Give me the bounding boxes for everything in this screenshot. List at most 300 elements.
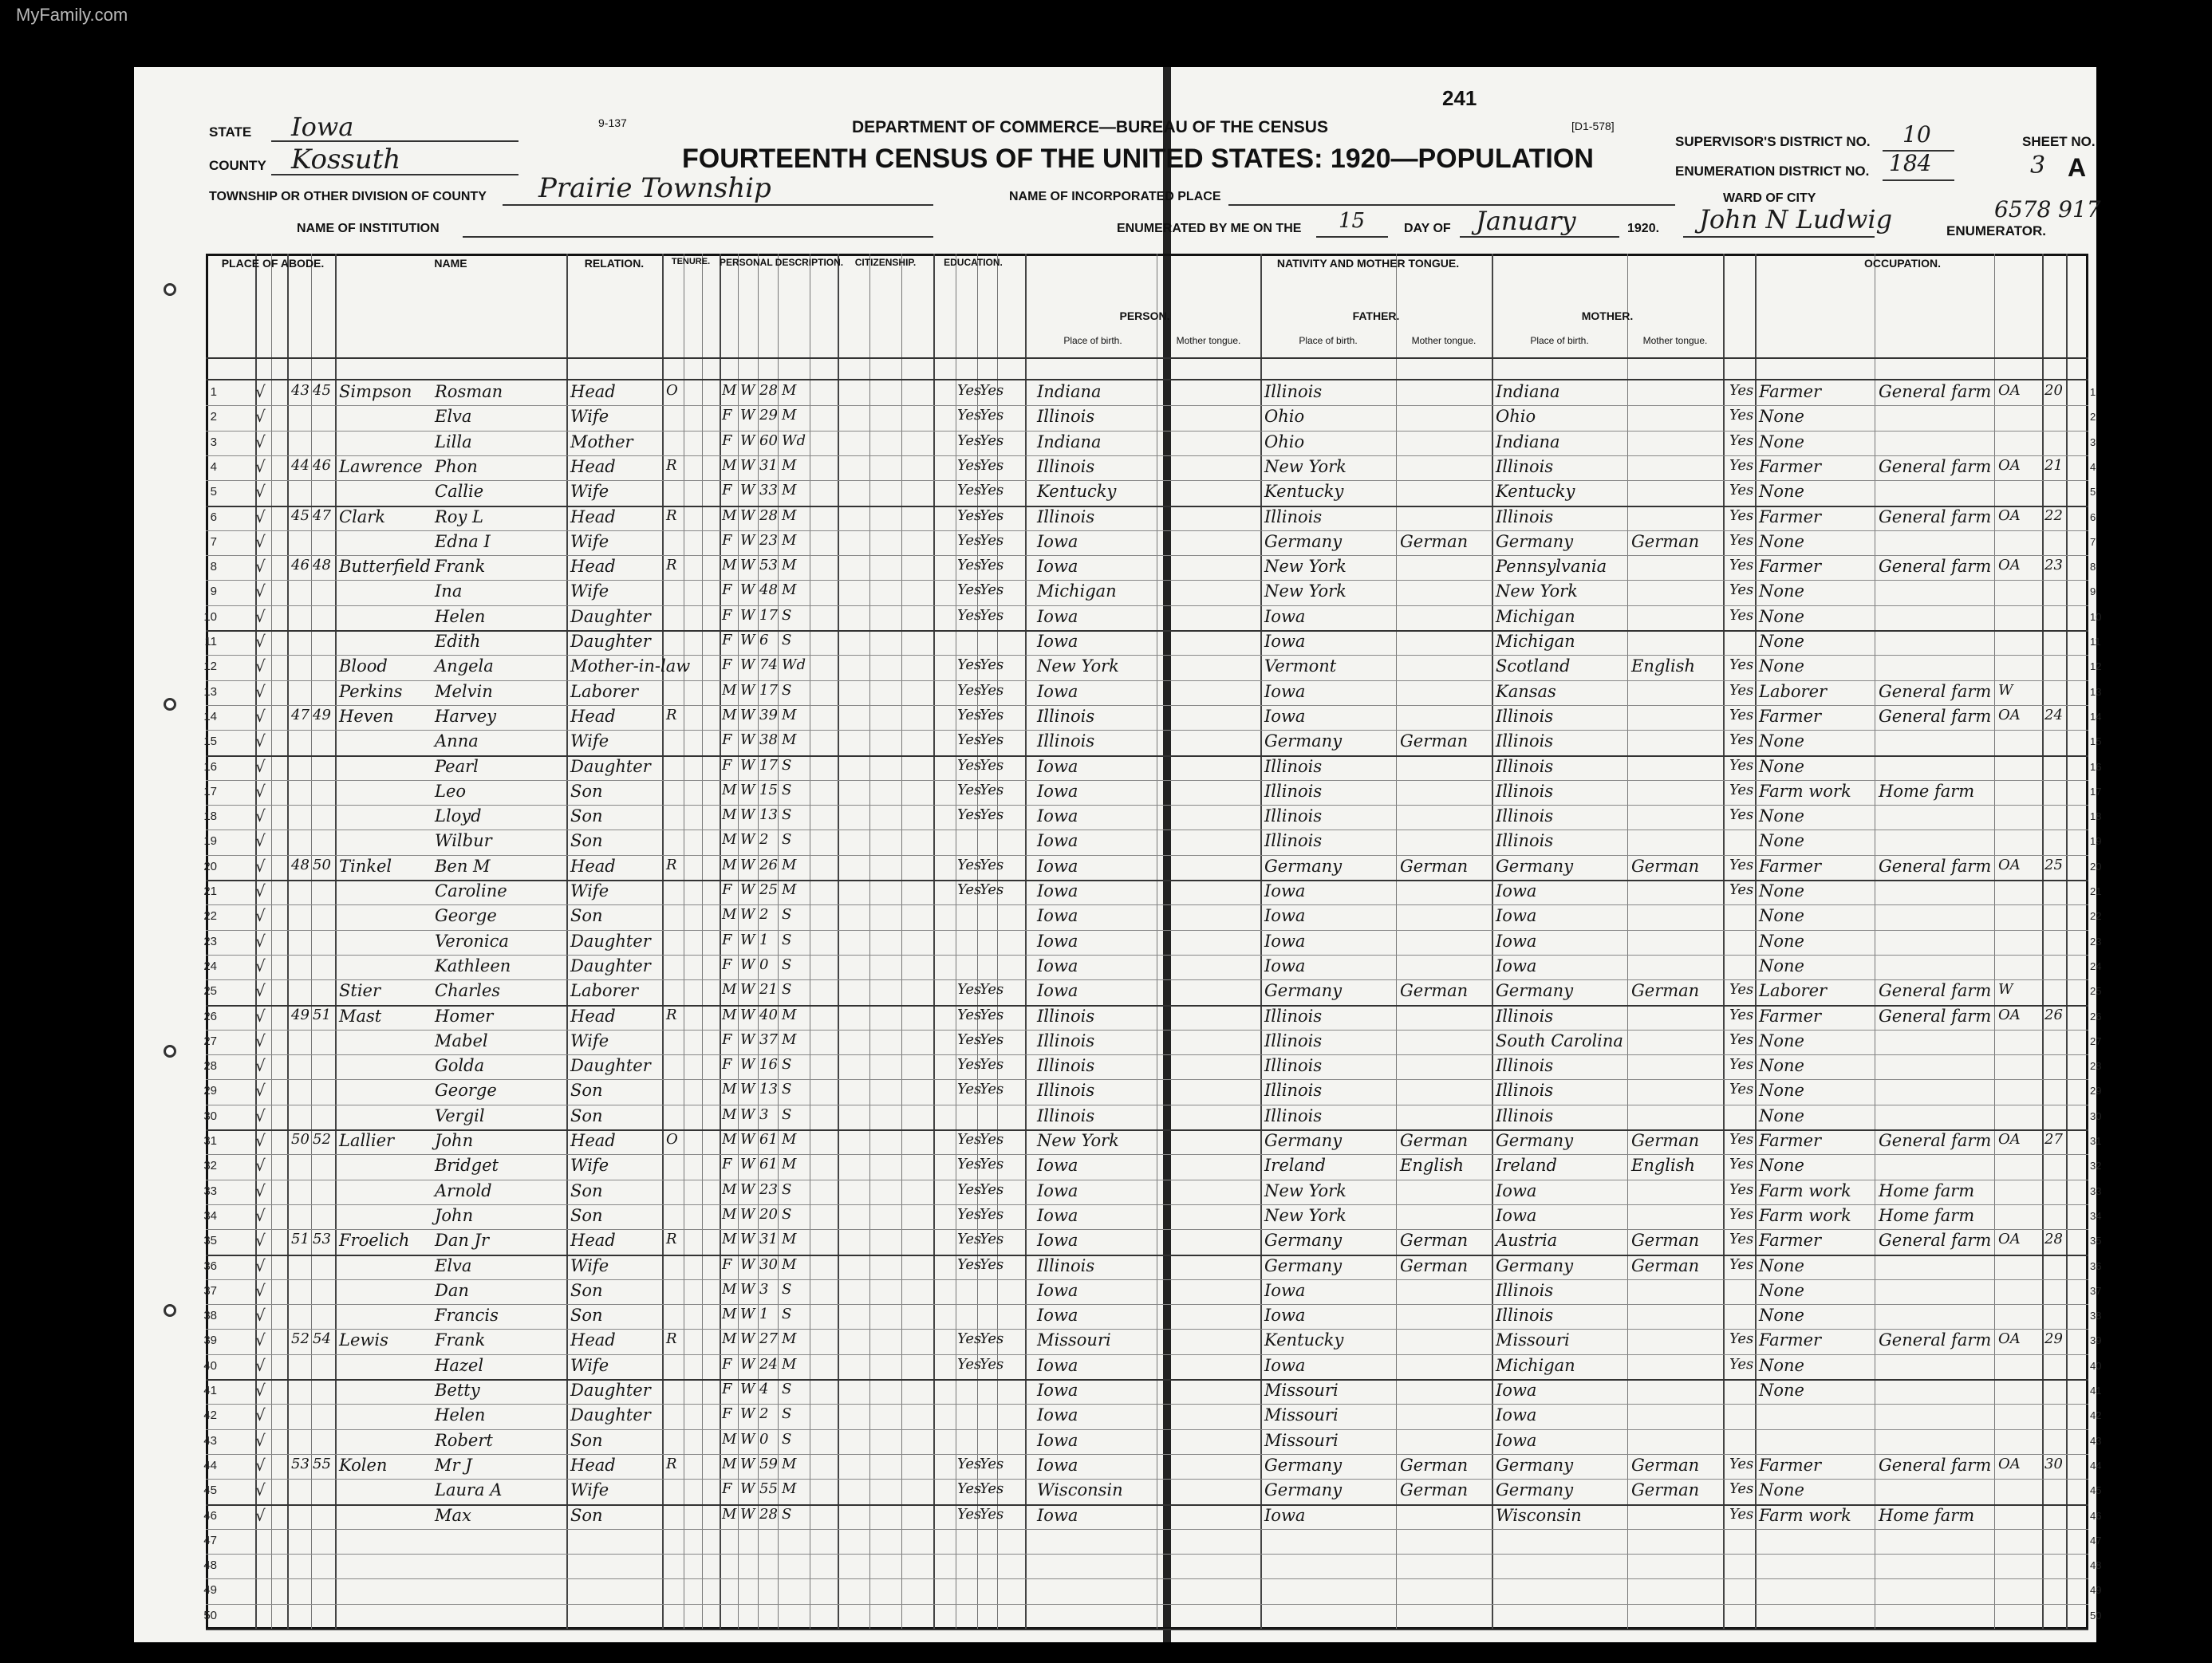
cell-eng: Yes	[1729, 806, 1754, 824]
check-mark: √	[255, 1280, 266, 1300]
cell-age: 21	[759, 981, 778, 999]
check-mark: √	[255, 1355, 266, 1375]
cell-fbp: Illinois	[1264, 756, 1323, 776]
cell-rel: Son	[570, 781, 603, 801]
cell-bp: Iowa	[1037, 1505, 1078, 1525]
cell-age: 40	[759, 1006, 778, 1023]
cell-fbp: Illinois	[1264, 1081, 1323, 1101]
cell-ms: M	[782, 1255, 797, 1273]
cell-bp: Iowa	[1037, 756, 1078, 776]
header-person: PERSON.	[1119, 309, 1170, 322]
cell-bp: Kentucky	[1037, 482, 1117, 502]
row-number: 36	[203, 1259, 217, 1273]
cell-bp: Iowa	[1037, 1180, 1078, 1200]
cell-race: W	[740, 382, 755, 399]
cell-eng: Yes	[1729, 881, 1754, 898]
cell-eng: Yes	[1729, 1180, 1754, 1198]
cell-sex: F	[722, 432, 732, 449]
cell-rel: Daughter	[570, 1056, 651, 1076]
cell-given: Dan	[435, 1280, 469, 1300]
cell-surname: Lallier	[339, 1131, 395, 1150]
row-number-right: 14	[2090, 710, 2102, 723]
cell-mmt: German	[1631, 981, 1700, 1001]
cell-age: 6	[759, 632, 769, 648]
cell-dw: 52	[291, 1330, 310, 1348]
cell-given: Lilla	[435, 432, 472, 451]
cell-ind: General farm	[1879, 456, 1992, 476]
column-rule	[1755, 254, 1757, 1630]
cell-age: 13	[759, 1081, 778, 1098]
cell-fbp: Germany	[1264, 1455, 1343, 1475]
cell-fbp: Iowa	[1264, 706, 1306, 726]
column-rule	[1025, 254, 1027, 1630]
row-rule	[206, 705, 2088, 706]
cell-occ: None	[1759, 407, 1804, 427]
cell-bp: Iowa	[1037, 806, 1078, 826]
check-mark: √	[255, 1455, 266, 1475]
cell-rel: Daughter	[570, 606, 651, 626]
cell-wr: Yes	[980, 1205, 1004, 1223]
cell-wr: Yes	[980, 1056, 1004, 1074]
row-number-right: 34	[2090, 1209, 2102, 1222]
cell-given: Golda	[435, 1056, 485, 1076]
check-mark: √	[255, 1505, 266, 1525]
cell-mbp: Illinois	[1496, 756, 1554, 776]
cell-age: 1	[759, 1306, 769, 1323]
cell-fbp: Germany	[1264, 856, 1343, 876]
cell-race: W	[740, 1430, 755, 1448]
cell-ind: General farm	[1879, 1231, 1992, 1251]
cell-age: 15	[759, 781, 778, 798]
cell-fbp: Germany	[1264, 1131, 1343, 1150]
column-rule	[2066, 254, 2068, 1630]
cell-eng: Yes	[1729, 557, 1754, 574]
cell-fbp: Germany	[1264, 731, 1343, 751]
cell-bp: Illinois	[1037, 731, 1095, 751]
sheet-letter: A	[2068, 153, 2087, 182]
row-number: 19	[203, 834, 217, 849]
row-number-right: 37	[2090, 1284, 2102, 1297]
cell-age: 28	[759, 506, 778, 524]
cell-fbp: New York	[1264, 557, 1347, 577]
check-mark: √	[255, 906, 266, 926]
cell-ref: 29	[2044, 1330, 2063, 1348]
cell-ms: M	[782, 1231, 797, 1248]
cell-mmt: German	[1631, 1131, 1700, 1150]
cell-eng: Yes	[1729, 1480, 1754, 1498]
cell-rel: Head	[570, 1231, 616, 1251]
cell-wr: Yes	[980, 881, 1004, 898]
cell-ind: General farm	[1879, 557, 1992, 577]
cell-fbp: Illinois	[1264, 382, 1323, 401]
cell-mmt: German	[1631, 1255, 1700, 1275]
cell-race: W	[740, 881, 755, 898]
binding-hole	[164, 1304, 176, 1317]
cell-rel: Head	[570, 506, 616, 526]
cell-bp: Iowa	[1037, 1280, 1078, 1300]
cell-given: Arnold	[435, 1180, 492, 1200]
column-rule	[1723, 254, 1725, 1630]
column-rule	[2042, 254, 2044, 1630]
cell-fbp: Iowa	[1264, 1280, 1306, 1300]
cell-fbp: Missouri	[1264, 1430, 1339, 1450]
cell-given: George	[435, 1081, 497, 1101]
month-value: January	[1476, 206, 1576, 236]
cell-rel: Head	[570, 557, 616, 577]
cell-wr: Yes	[980, 856, 1004, 873]
binding-hole	[164, 698, 176, 711]
cell-fbp: Missouri	[1264, 1405, 1339, 1425]
cell-sex: M	[722, 1455, 737, 1472]
cell-occ: None	[1759, 931, 1804, 951]
cell-age: 29	[759, 407, 778, 424]
cell-sex: M	[722, 856, 737, 873]
cell-eng: Yes	[1729, 506, 1754, 524]
header-occupation: OCCUPATION.	[1864, 257, 1941, 270]
cell-eng: Yes	[1729, 1056, 1754, 1074]
cell-mmt: German	[1631, 1480, 1700, 1500]
row-number: 43	[203, 1433, 217, 1448]
cell-given: Frank	[435, 1330, 486, 1350]
cell-rd: Yes	[957, 1480, 982, 1498]
cell-cls: OA	[1998, 382, 2021, 399]
cell-eng: Yes	[1729, 1081, 1754, 1098]
row-rule	[206, 1030, 2088, 1031]
cell-age: 61	[759, 1156, 778, 1173]
cell-race: W	[740, 1405, 755, 1423]
row-number-right: 17	[2090, 785, 2102, 798]
cell-race: W	[740, 781, 755, 798]
cell-ind: Home farm	[1879, 1505, 1975, 1525]
row-rule	[206, 904, 2088, 905]
cell-age: 2	[759, 906, 769, 924]
cell-bp: Iowa	[1037, 1306, 1078, 1326]
cell-mmt: German	[1631, 1455, 1700, 1475]
cell-cls: OA	[1998, 706, 2021, 723]
cell-dw: 44	[291, 456, 310, 474]
cell-ms: M	[782, 557, 797, 574]
check-mark: √	[255, 632, 266, 651]
cell-rel: Son	[570, 831, 603, 851]
cell-race: W	[740, 681, 755, 699]
cell-eng: Yes	[1729, 1455, 1754, 1472]
cell-ms: S	[782, 1306, 792, 1323]
cell-age: 61	[759, 1131, 778, 1148]
cell-ten: R	[666, 1455, 677, 1472]
cell-ms: S	[782, 1180, 792, 1198]
row-number: 21	[203, 885, 217, 898]
cell-occ: Laborer	[1759, 981, 1828, 1001]
header-rule	[206, 357, 2088, 359]
cell-rel: Daughter	[570, 931, 651, 951]
incorporated-label: NAME OF INCORPORATED PLACE	[1009, 190, 1221, 203]
cell-mbp: Illinois	[1496, 781, 1554, 801]
column-rule	[702, 254, 703, 1630]
cell-ten: R	[666, 1231, 677, 1248]
cell-mmt: English	[1631, 1156, 1696, 1176]
cell-bp: Illinois	[1037, 706, 1095, 726]
cell-rd: Yes	[957, 1231, 982, 1248]
cell-bp: Illinois	[1037, 1255, 1095, 1275]
cell-rel: Wife	[570, 1255, 609, 1275]
column-rule	[720, 254, 721, 1630]
row-number-right: 8	[2090, 561, 2096, 573]
institution-label: NAME OF INSTITUTION	[297, 222, 440, 235]
cell-rel: Son	[570, 1205, 603, 1225]
row-number-right: 31	[2090, 1135, 2102, 1147]
cell-sex: M	[722, 557, 737, 574]
check-mark: √	[255, 1105, 266, 1125]
cell-fbp: Iowa	[1264, 1505, 1306, 1525]
check-mark: √	[255, 1306, 266, 1326]
row-number-right: 4	[2090, 460, 2096, 473]
row-number-right: 20	[2090, 860, 2102, 873]
cell-bp: Iowa	[1037, 831, 1078, 851]
cell-ms: M	[782, 1031, 797, 1048]
cell-occ: None	[1759, 1255, 1804, 1275]
cell-race: W	[740, 456, 755, 474]
cell-given: Max	[435, 1505, 471, 1525]
cell-occ: None	[1759, 806, 1804, 826]
cell-given: Wilbur	[435, 831, 492, 851]
cell-surname: Kolen	[339, 1455, 388, 1475]
check-mark: √	[255, 981, 266, 1001]
row-number-right: 27	[2090, 1034, 2102, 1047]
check-mark: √	[255, 1330, 266, 1350]
cell-ind: General farm	[1879, 1006, 1992, 1026]
row-rule	[206, 1529, 2088, 1530]
row-number-right: 49	[2090, 1584, 2102, 1597]
cell-age: 27	[759, 1330, 778, 1348]
check-mark: √	[255, 1006, 266, 1026]
cell-bp: Iowa	[1037, 956, 1078, 975]
cell-dw: 50	[291, 1131, 310, 1148]
cell-ref: 23	[2044, 557, 2063, 574]
cell-wr: Yes	[980, 681, 1004, 699]
row-number-right: 1	[2090, 386, 2096, 398]
cell-fam: 54	[313, 1330, 331, 1348]
day-line	[1316, 236, 1388, 238]
row-number-right: 12	[2090, 660, 2102, 673]
cell-rel: Wife	[570, 731, 609, 751]
cell-ms: M	[782, 581, 797, 599]
cell-fam: 45	[313, 382, 331, 399]
cell-bp: New York	[1037, 656, 1119, 676]
row-rule	[206, 605, 2088, 606]
cell-ten: O	[666, 382, 678, 399]
cell-sex: M	[722, 1131, 737, 1148]
cell-bp: Illinois	[1037, 407, 1095, 427]
cell-wr: Yes	[980, 706, 1004, 723]
cell-ind: General farm	[1879, 706, 1992, 726]
column-rule	[271, 254, 272, 1630]
cell-fbp: Iowa	[1264, 632, 1306, 651]
row-number-right: 43	[2090, 1434, 2102, 1447]
cell-rel: Daughter	[570, 1405, 651, 1425]
cell-eng: Yes	[1729, 606, 1754, 624]
cell-eng: Yes	[1729, 781, 1754, 798]
cell-rel: Head	[570, 1006, 616, 1026]
cell-rel: Laborer	[570, 981, 639, 1001]
cell-bp: Illinois	[1037, 1031, 1095, 1050]
cell-fbp: Iowa	[1264, 931, 1306, 951]
row-rule	[206, 480, 2088, 481]
row-number: 38	[203, 1309, 217, 1323]
cell-bp: Iowa	[1037, 931, 1078, 951]
row-rule	[206, 855, 2088, 856]
row-number: 42	[203, 1409, 217, 1423]
cell-ms: S	[782, 956, 792, 973]
cell-rel: Wife	[570, 581, 609, 601]
cell-mmt: German	[1631, 856, 1700, 876]
cell-ind: General farm	[1879, 981, 1992, 1001]
cell-cls: OA	[1998, 456, 2021, 474]
row-rule	[206, 1204, 2088, 1205]
cell-race: W	[740, 407, 755, 424]
row-number: 14	[203, 709, 217, 723]
binding-hole	[164, 1045, 176, 1058]
cell-race: W	[740, 506, 755, 524]
cell-eng: Yes	[1729, 432, 1754, 449]
column-rule	[1627, 254, 1628, 1630]
cell-bp: Iowa	[1037, 906, 1078, 926]
cell-race: W	[740, 606, 755, 624]
cell-given: Dan Jr	[435, 1231, 490, 1251]
cell-sex: F	[722, 756, 732, 774]
cell-surname: Heven	[339, 706, 394, 726]
cell-race: W	[740, 1056, 755, 1074]
cell-sex: M	[722, 1505, 737, 1523]
township-label: TOWNSHIP OR OTHER DIVISION OF COUNTY	[209, 190, 487, 203]
cell-rel: Head	[570, 456, 616, 476]
cell-fmt: German	[1400, 981, 1469, 1001]
cell-ms: M	[782, 1330, 797, 1348]
check-mark: √	[255, 681, 266, 701]
cell-sex: F	[722, 531, 732, 549]
cell-sex: F	[722, 1480, 732, 1498]
row-number: 27	[203, 1034, 217, 1048]
cell-occ: None	[1759, 632, 1804, 651]
row-number-right: 30	[2090, 1109, 2102, 1122]
township-value: Prairie Township	[538, 172, 771, 204]
cell-occ: Farmer	[1759, 1231, 1822, 1251]
cell-mbp: Iowa	[1496, 1430, 1537, 1450]
cell-mbp: Iowa	[1496, 956, 1537, 975]
cell-wr: Yes	[980, 1505, 1004, 1523]
cell-age: 0	[759, 1430, 769, 1448]
cell-ref: 22	[2044, 506, 2063, 524]
check-mark: √	[255, 581, 266, 601]
cell-ms: S	[782, 1405, 792, 1423]
cell-rel: Daughter	[570, 756, 651, 776]
cell-mbp: Illinois	[1496, 1081, 1554, 1101]
header-personal: PERSONAL DESCRIPTION.	[720, 257, 844, 268]
state-value: Iowa	[291, 112, 354, 142]
cell-fam: 46	[313, 456, 331, 474]
county-label: COUNTY	[209, 158, 266, 173]
row-number-right: 45	[2090, 1484, 2102, 1497]
cell-ms: S	[782, 931, 792, 948]
cell-age: 28	[759, 1505, 778, 1523]
row-number: 26	[203, 1009, 217, 1023]
row-rule	[206, 1304, 2088, 1305]
cell-ind: Home farm	[1879, 1205, 1975, 1225]
cell-rd: Yes	[957, 731, 982, 749]
cell-given: Veronica	[435, 931, 509, 951]
cell-occ: None	[1759, 731, 1804, 751]
enumerator-line	[1683, 236, 1875, 238]
cell-bp: Missouri	[1037, 1330, 1111, 1350]
cell-rd: Yes	[957, 432, 982, 449]
cell-bp: Iowa	[1037, 1231, 1078, 1251]
cell-fbp: Germany	[1264, 531, 1343, 551]
cell-fbp: Germany	[1264, 1231, 1343, 1251]
row-number-right: 28	[2090, 1060, 2102, 1073]
row-rule	[206, 530, 2088, 531]
row-number-right: 16	[2090, 760, 2102, 773]
row-number-right: 7	[2090, 535, 2096, 548]
cell-ms: Wd	[782, 432, 806, 449]
cell-wr: Yes	[980, 531, 1004, 549]
cell-race: W	[740, 1131, 755, 1148]
check-mark: √	[255, 1480, 266, 1500]
row-number-right: 44	[2090, 1459, 2102, 1472]
cell-rel: Daughter	[570, 632, 651, 651]
cell-mbp: Wisconsin	[1496, 1505, 1582, 1525]
cell-given: Edna I	[435, 531, 491, 551]
cell-eng: Yes	[1729, 1355, 1754, 1373]
cell-rd: Yes	[957, 1056, 982, 1074]
cell-sex: M	[722, 1330, 737, 1348]
year-label: 1920.	[1627, 222, 1660, 235]
cell-age: 1	[759, 931, 769, 948]
cell-rd: Yes	[957, 1006, 982, 1023]
row-number: 39	[203, 1334, 217, 1348]
cell-ms: M	[782, 382, 797, 399]
cell-mbp: Germany	[1496, 1131, 1574, 1150]
check-mark: √	[255, 1081, 266, 1101]
cell-mbp: Pennsylvania	[1496, 557, 1607, 577]
row-number: 24	[203, 959, 217, 973]
cell-surname: Mast	[339, 1006, 382, 1026]
cell-surname: Blood	[339, 656, 388, 676]
cell-rel: Son	[570, 1180, 603, 1200]
cell-mbp: Indiana	[1496, 432, 1560, 451]
check-mark: √	[255, 456, 266, 476]
cell-rd: Yes	[957, 531, 982, 549]
cell-mbp: South Carolina	[1496, 1031, 1623, 1050]
cell-dw: 43	[291, 382, 310, 399]
header-name: NAME	[434, 257, 467, 270]
cell-mbp: Iowa	[1496, 1405, 1537, 1425]
cell-rd: Yes	[957, 506, 982, 524]
cell-ms: S	[782, 1280, 792, 1298]
cell-race: W	[740, 1081, 755, 1098]
cell-occ: None	[1759, 1156, 1804, 1176]
row-number-right: 50	[2090, 1609, 2102, 1622]
cell-eng: Yes	[1729, 656, 1754, 674]
cell-race: W	[740, 1505, 755, 1523]
subheader-mother-tongue: Mother tongue.	[1411, 335, 1477, 346]
cell-sex: M	[722, 1306, 737, 1323]
cell-bp: Iowa	[1037, 1205, 1078, 1225]
cell-eng: Yes	[1729, 456, 1754, 474]
cell-race: W	[740, 1355, 755, 1373]
cell-ten: R	[666, 1330, 677, 1348]
cell-occ: Farmer	[1759, 1330, 1822, 1350]
cell-given: Charles	[435, 981, 501, 1001]
row-number: 44	[203, 1458, 217, 1472]
